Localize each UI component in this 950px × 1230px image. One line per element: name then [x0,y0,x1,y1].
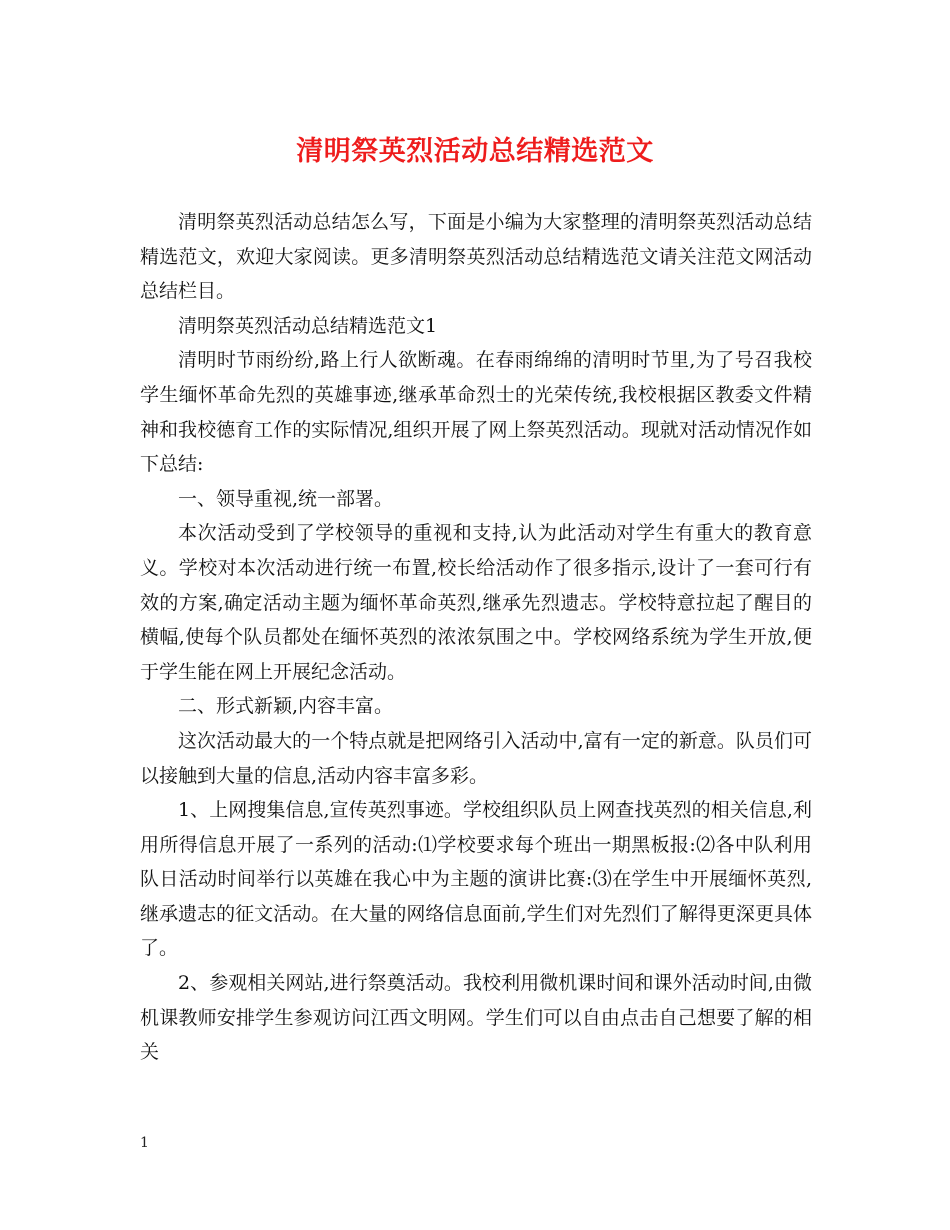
body-paragraph: 清明时节雨纷纷,路上行人欲断魂。在春雨绵绵的清明时节里,为了号召我校学生缅怀革命先烈的英雄事迹,继承革命烈士的光荣传统,我校根据区教委文件精神和我校德育工作的实际情况,组织开展了网上祭英烈活动。现就对活动情况作如下总结: [140,349,812,476]
section-heading: 二、形式新颖,内容丰富。 [178,695,394,718]
body-paragraph: 这次活动最大的一个特点就是把网络引入活动中,富有一定的新意。队员们可以接触到大量的信息,活动内容丰富多彩。 [140,729,812,787]
intro-paragraph: 清明祭英烈活动总结怎么写，下面是小编为大家整理的清明祭英烈活动总结精选范文，欢迎大家阅读。更多清明祭英烈活动总结精选范文请关注范文网活动总结栏目。 [140,211,812,303]
section-heading: 清明祭英烈活动总结精选范文1 [178,314,438,337]
document-body [140,205,812,1070]
body-paragraph: 2、参观相关网站,进行祭奠活动。我校利用微机课时间和课外活动时间,由微机课教师安排学生参观访问江西文明网。学生们可以自由点击自己想要了解的相关 [140,972,812,1064]
page-number: 1 [140,1135,149,1151]
body-paragraph: 本次活动受到了学校领导的重视和支持,认为此活动对学生有重大的教育意义。学校对本次活动进行统一布置,校长给活动作了很多指示,设计了一套可行有效的方案,确定活动主题为缅怀革命英烈,继承先烈遗志。学校特意拉起了醒目的横幅,使每个队员都处在缅怀英烈的浓浓氛围之中。学校网络系统为学生开放,便于学生能在网上开展纪念活动。 [140,522,812,683]
body-paragraph: 1、上网搜集信息,宣传英烈事迹。学校组织队员上网查找英烈的相关信息,利用所得信息开展了一系列的活动:⑴学校要求每个班出一期黑板报:⑵各中队利用队日活动时间举行以英雄在我心中为主题的演讲比赛:⑶在学生中开展缅怀英烈,继承遗志的征文活动。在大量的网络信息面前,学生们对先烈们了解得更深更具体了。 [140,799,812,960]
section-heading: 一、领导重视,统一部署。 [178,487,394,510]
document-title: 清明祭英烈活动总结精选范文 [296,136,654,167]
